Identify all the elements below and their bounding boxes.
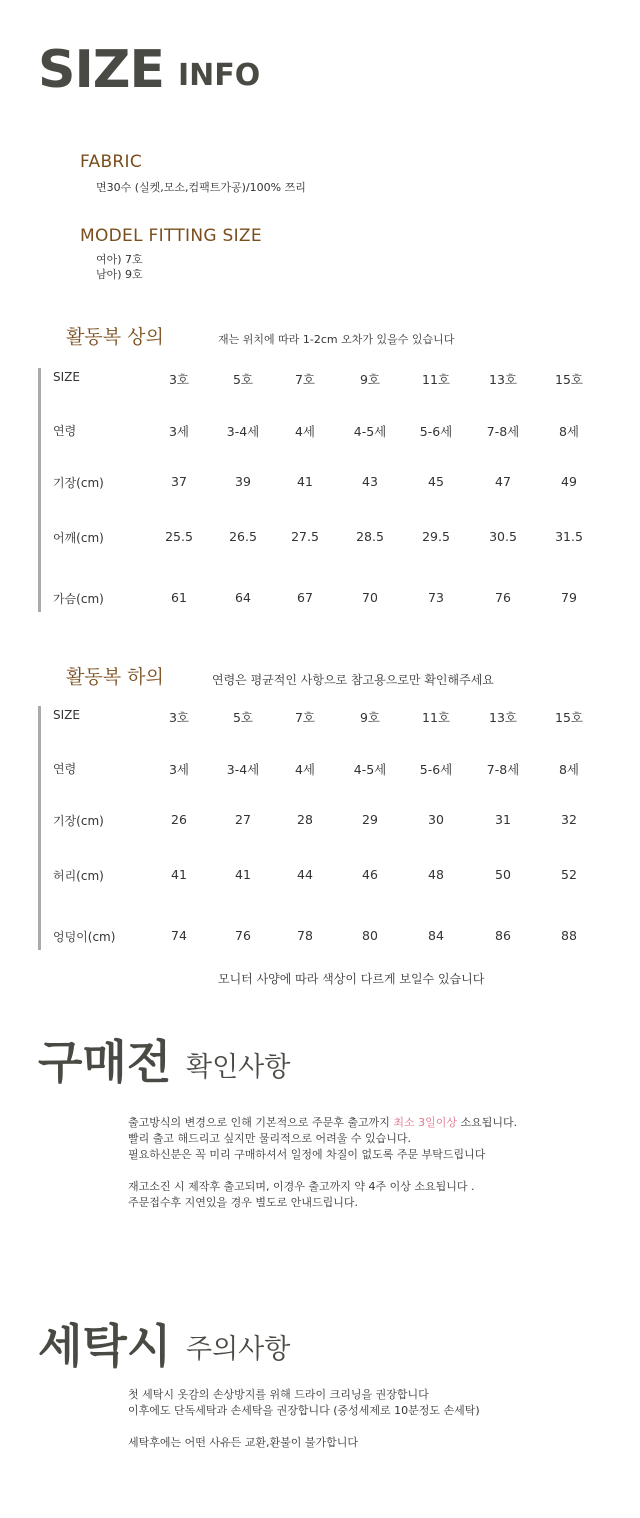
monitor-note: 모니터 사양에 따라 색상이 다르게 보일수 있습니다 (218, 972, 485, 986)
purchase-title-small: 확인사항 (186, 1052, 291, 1083)
table-cell: 8세 (558, 762, 580, 777)
row-label: 어깨(cm) (53, 531, 104, 545)
table-cell: 30 (428, 812, 444, 827)
table-cell: 15호 (555, 372, 583, 387)
purchase-line-5: 주문접수후 지연있을 경우 별도로 안내드립니다. (128, 1196, 359, 1209)
row-label: 허리(cm) (53, 869, 104, 883)
table-cell: 15호 (555, 710, 583, 725)
table-cell: 3세 (168, 424, 190, 439)
table-cell: 13호 (489, 710, 517, 725)
table-cell: 52 (561, 867, 577, 882)
table-cell: 29 (362, 812, 378, 827)
row-label: SIZE (53, 708, 80, 722)
purchase-line-4: 재고소진 시 제작후 출고되며, 이경우 출고까지 약 4주 이상 소요됩니다 . (128, 1180, 475, 1193)
table-cell: 76 (235, 928, 251, 943)
row-label: SIZE (53, 370, 80, 384)
table-cell: 50 (495, 867, 511, 882)
washing-title-small: 주의사항 (186, 1334, 291, 1365)
top-table-note: 재는 위치에 따라 1-2cm 오차가 있을수 있습니다 (218, 333, 455, 346)
table-cell: 41 (235, 867, 251, 882)
bottom-size-table (38, 706, 601, 950)
table-cell: 3세 (168, 762, 190, 777)
washing-line-1: 첫 세탁시 옷감의 손상방지를 위해 드라이 크리닝을 권장합니다 (128, 1388, 429, 1401)
purchase-line-3: 필요하신분은 꼭 미리 구매하셔서 일정에 차질이 없도록 주문 부탁드립니다 (128, 1148, 486, 1161)
row-label: 연령 (53, 762, 77, 776)
bottom-table-note: 연령은 평균적인 사항으로 참고용으로만 확인해주세요 (212, 673, 494, 687)
table-cell: 76 (495, 590, 511, 605)
table-cell: 13호 (489, 372, 517, 387)
purchase-notice (128, 1115, 517, 1211)
table-cell: 67 (297, 590, 313, 605)
model-girl-size: 여아) 7호 (96, 253, 143, 266)
table-cell: 5호 (232, 710, 254, 725)
table-cell: 9호 (359, 372, 381, 387)
table-cell: 80 (362, 928, 378, 943)
table-cell: 26 (171, 812, 187, 827)
table-cell: 39 (235, 474, 251, 489)
table-cell: 64 (235, 590, 251, 605)
model-fitting-heading: MODEL FITTING SIZE (80, 226, 262, 246)
table-cell: 88 (561, 928, 577, 943)
top-table-heading: 활동복 상의 (66, 326, 164, 348)
bottom-table-heading: 활동복 하의 (66, 666, 164, 688)
purchase-line-2: 빨리 출고 해드리고 싶지만 물리적으로 어려울 수 있습니다. (128, 1132, 411, 1145)
table-cell: 49 (561, 474, 577, 489)
table-cell: 5-6세 (419, 424, 453, 439)
table-cell: 25.5 (165, 529, 193, 544)
table-cell: 27.5 (291, 529, 319, 544)
table-cell: 7-8세 (486, 424, 520, 439)
size-title: SIZE (38, 40, 165, 100)
table-cell: 3호 (168, 372, 190, 387)
table-cell: 31 (495, 812, 511, 827)
table-cell: 73 (428, 590, 444, 605)
table-cell: 31.5 (555, 529, 583, 544)
table-cell: 46 (362, 867, 378, 882)
table-cell: 11호 (422, 710, 450, 725)
table-cell: 3-4세 (226, 762, 260, 777)
purchase-highlight: 최소 3일이상 (393, 1116, 458, 1129)
table-cell: 27 (235, 812, 251, 827)
table-cell: 9호 (359, 710, 381, 725)
row-label: 기장(cm) (53, 814, 104, 828)
washing-line-2: 이후에도 단독세탁과 손세탁을 권장합니다 (중성세제로 10분정도 손세탁) (128, 1404, 480, 1417)
row-label: 엉덩이(cm) (53, 930, 116, 944)
table-cell: 28 (297, 812, 313, 827)
table-cell: 47 (495, 474, 511, 489)
washing-line-3: 세탁후에는 어떤 사유든 교환,환불이 불가합니다 (128, 1436, 359, 1449)
top-size-table (38, 368, 601, 612)
table-cell: 48 (428, 867, 444, 882)
table-cell: 45 (428, 474, 444, 489)
row-label: 기장(cm) (53, 476, 104, 490)
table-cell: 11호 (422, 372, 450, 387)
row-label: 연령 (53, 424, 77, 438)
table-cell: 70 (362, 590, 378, 605)
table-cell: 5-6세 (419, 762, 453, 777)
table-cell: 28.5 (356, 529, 384, 544)
table-cell: 41 (297, 474, 313, 489)
table-cell: 32 (561, 812, 577, 827)
table-cell: 7호 (294, 372, 316, 387)
table-cell: 4세 (294, 424, 316, 439)
table-cell: 7호 (294, 710, 316, 725)
table-cell: 8세 (558, 424, 580, 439)
purchase-line-1: 출고방식의 변경으로 인해 기본적으로 주문후 출고까지 최소 3일이상 소요됩니다. (128, 1116, 518, 1129)
table-cell: 43 (362, 474, 378, 489)
washing-title-big: 세탁시 (38, 1319, 172, 1373)
table-cell: 84 (428, 928, 444, 943)
fabric-value: 면30수 (실켓,모소,컴팩트가공)/100% 쯔리 (96, 181, 306, 194)
table-cell: 29.5 (422, 529, 450, 544)
model-boy-size: 남아) 9호 (96, 268, 143, 281)
row-label: 가슴(cm) (53, 592, 104, 606)
table-cell: 61 (171, 590, 187, 605)
table-cell: 4세 (294, 762, 316, 777)
table-cell: 79 (561, 590, 577, 605)
table-cell: 41 (171, 867, 187, 882)
table-cell: 3호 (168, 710, 190, 725)
purchase-title-big: 구매전 (38, 1035, 172, 1089)
table-cell: 7-8세 (486, 762, 520, 777)
table-cell: 5호 (232, 372, 254, 387)
info-title: INFO (178, 58, 261, 93)
table-cell: 30.5 (489, 529, 517, 544)
table-cell: 44 (297, 867, 313, 882)
table-cell: 78 (297, 928, 313, 943)
table-cell: 3-4세 (226, 424, 260, 439)
table-cell: 4-5세 (353, 424, 387, 439)
washing-notice (128, 1387, 480, 1451)
table-cell: 4-5세 (353, 762, 387, 777)
table-cell: 74 (171, 928, 187, 943)
table-cell: 26.5 (229, 529, 257, 544)
table-cell: 37 (171, 474, 187, 489)
table-cell: 86 (495, 928, 511, 943)
fabric-heading: FABRIC (80, 152, 143, 172)
